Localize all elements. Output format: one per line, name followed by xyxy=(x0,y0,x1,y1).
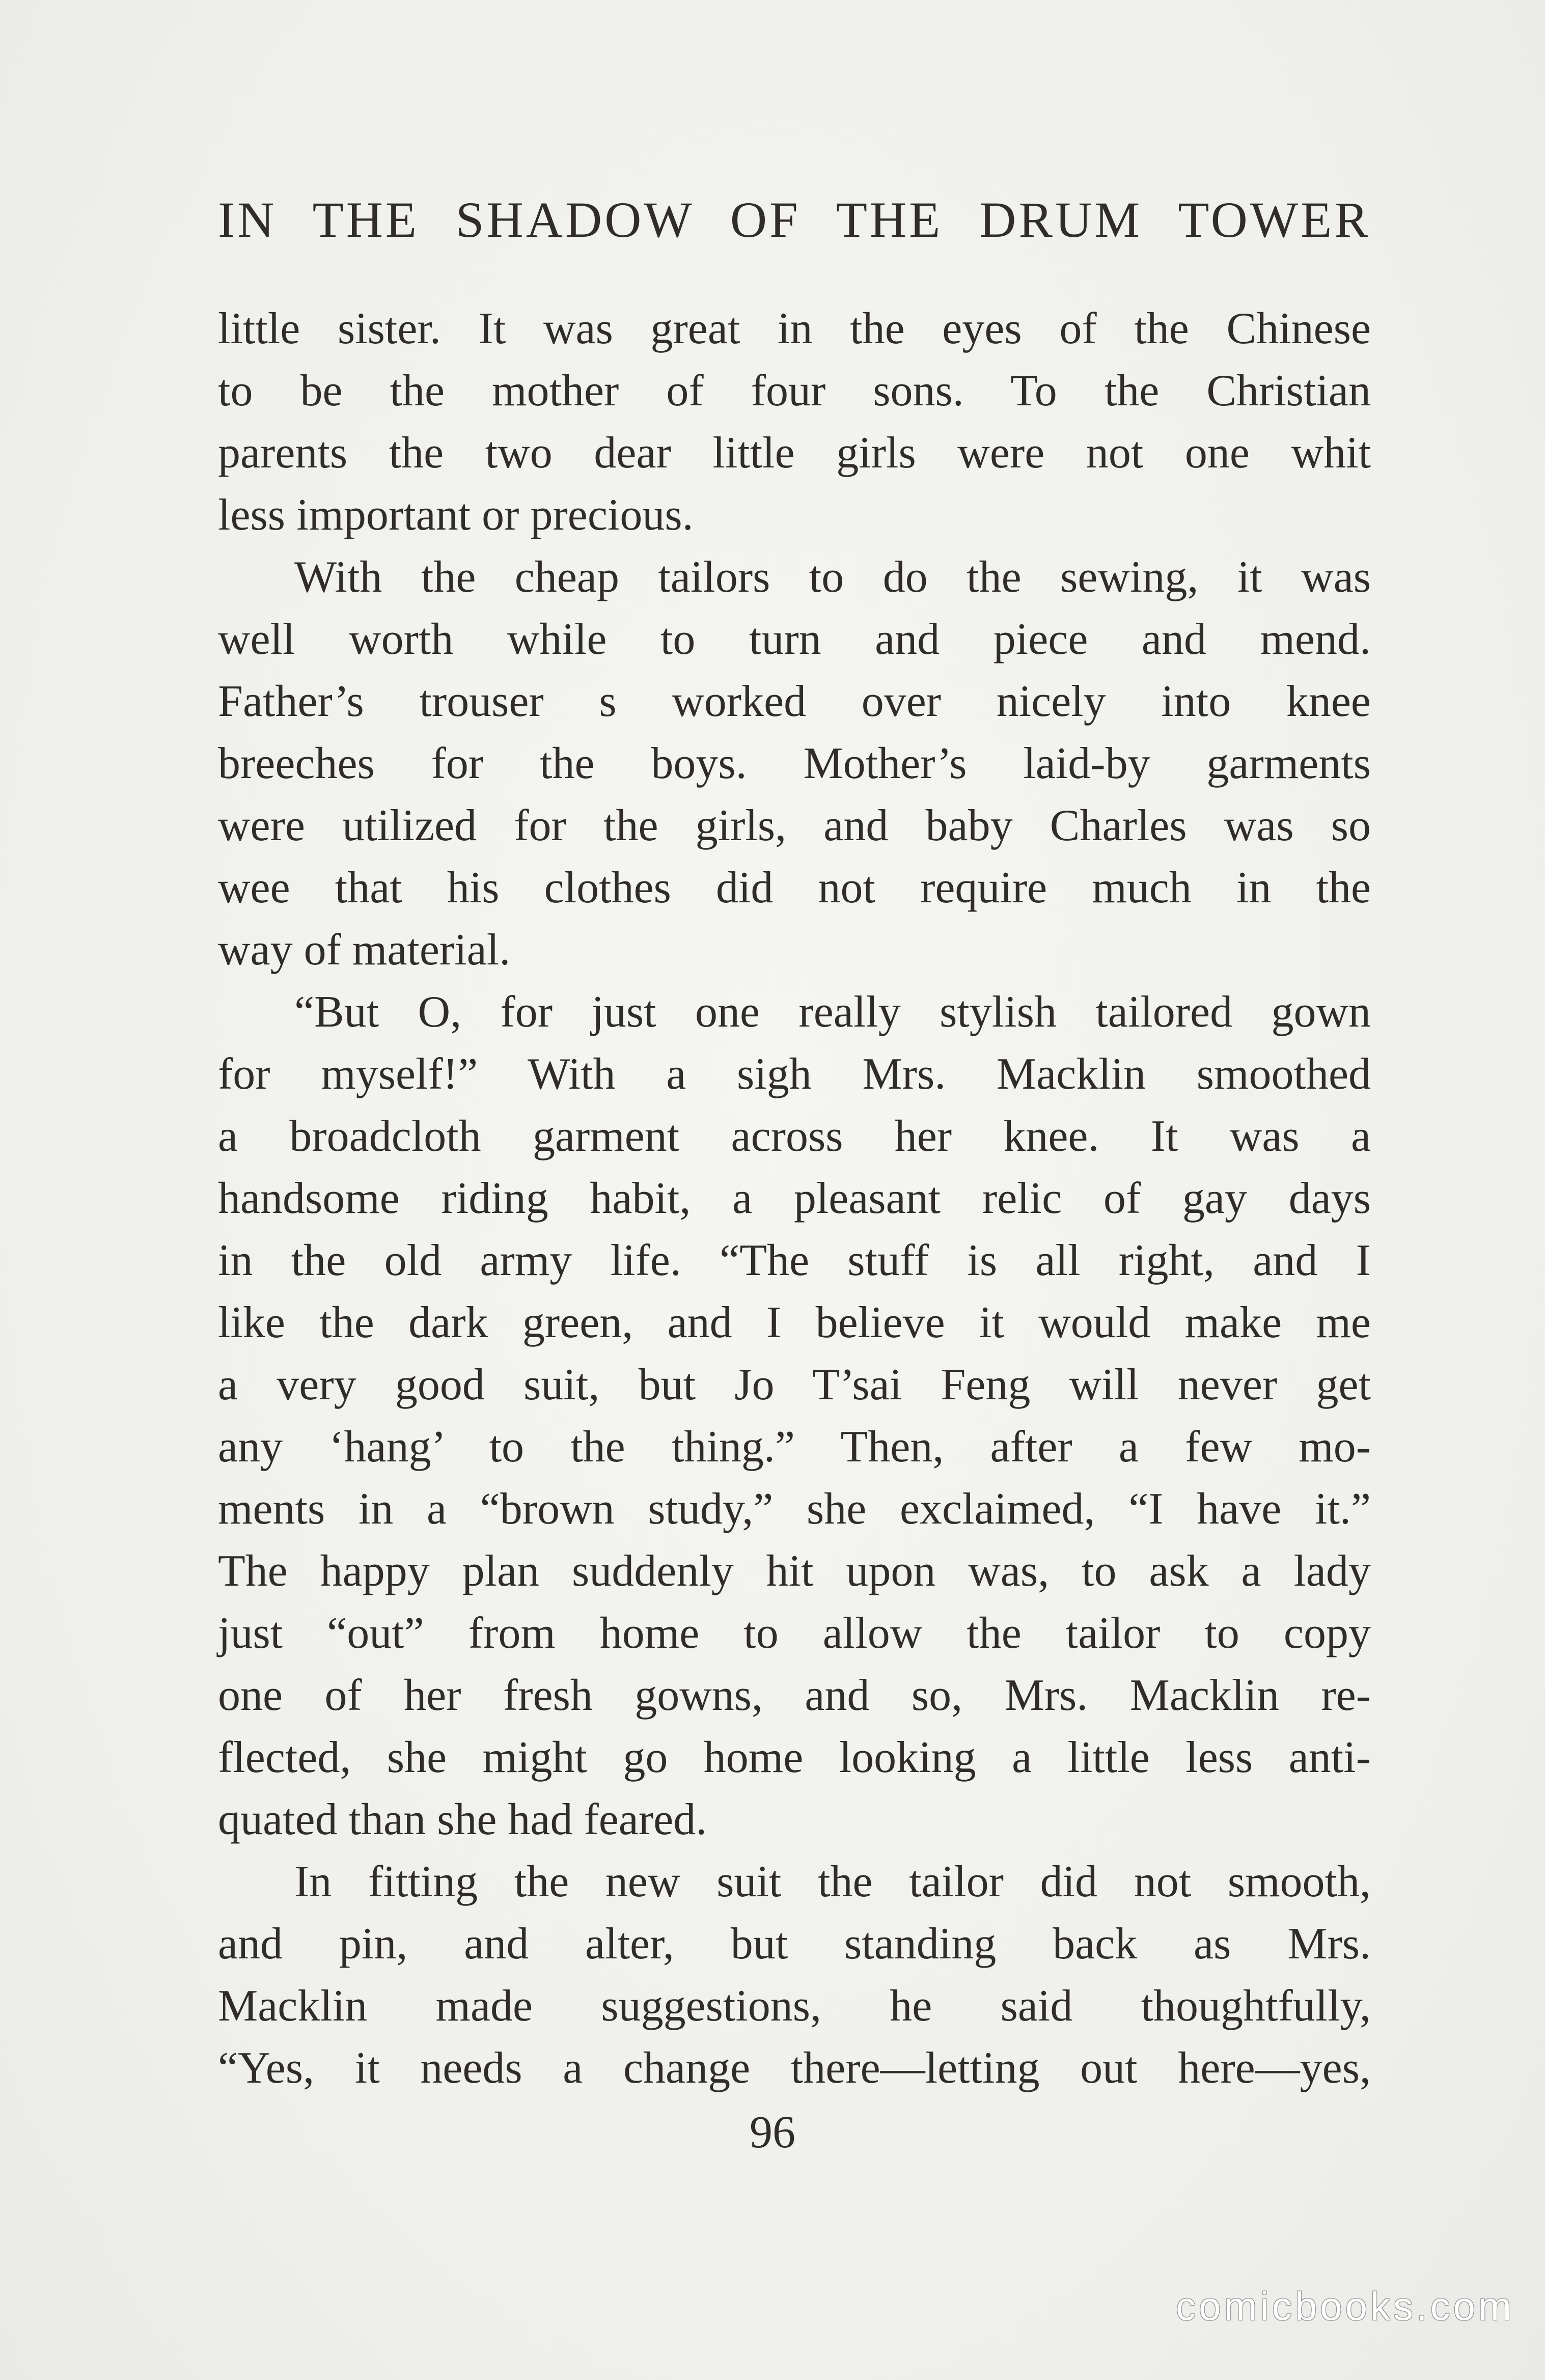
text-line: little sister. It was great in the eyes of the Chinese xyxy=(218,304,1371,353)
text-line: for myself!” With a sigh Mrs. Macklin smoothed xyxy=(218,1049,1371,1099)
text-line: ments in a “brown study,” she exclaimed, “I have it.” xyxy=(218,1484,1371,1534)
text-line: breeches for the boys. Mother’s laid-by garments xyxy=(218,739,1371,788)
text-line: Macklin made suggestions, he said thoughtfully, xyxy=(218,1981,1371,2031)
text-line: any ‘hang’ to the thing.” Then, after a few mo- xyxy=(218,1422,1371,1472)
text-line: With the cheap tailors to do the sewing, it was xyxy=(294,552,1371,602)
watermark: comicbooks.com xyxy=(1176,2284,1514,2329)
text-line: less important or precious. xyxy=(218,490,694,540)
page-number: 96 xyxy=(750,2107,795,2157)
text-line: and pin, and alter, but standing back as Mrs. xyxy=(218,1919,1371,1969)
text-line: wee that his clothes did not require much in the xyxy=(218,863,1371,912)
text-line: Father’s trouser s worked over nicely into knee xyxy=(218,677,1371,726)
text-line: to be the mother of four sons. To the Christian xyxy=(218,366,1371,416)
text-line: “Yes, it needs a change there—letting out here—yes, xyxy=(218,2043,1371,2093)
text-line: in the old army life. “The stuff is all right, and I xyxy=(218,1236,1371,1285)
text-line: handsome riding habit, a pleasant relic of gay days xyxy=(218,1174,1371,1223)
text-line: well worth while to turn and piece and mend. xyxy=(218,615,1371,664)
body-text xyxy=(218,298,1371,2099)
running-head: IN THE SHADOW OF THE DRUM TOWER xyxy=(218,191,1371,248)
text-line: The happy plan suddenly hit upon was, to ask a lady xyxy=(218,1546,1371,1596)
text-line: In fitting the new suit the tailor did not smooth, xyxy=(294,1857,1371,1906)
text-line: way of material. xyxy=(218,925,511,975)
text-line: a very good suit, but Jo T’sai Feng will never get xyxy=(218,1360,1371,1409)
text-line: parents the two dear little girls were not one whit xyxy=(218,428,1371,478)
text-line: like the dark green, and I believe it would make me xyxy=(218,1298,1371,1347)
text-line: just “out” from home to allow the tailor to copy xyxy=(218,1609,1371,1658)
text-line: “But O, for just one really stylish tailored gown xyxy=(294,987,1371,1037)
text-line: one of her fresh gowns, and so, Mrs. Macklin re- xyxy=(218,1671,1371,1720)
text-line: were utilized for the girls, and baby Charles was so xyxy=(218,801,1371,850)
text-line: flected, she might go home looking a little less anti- xyxy=(218,1733,1371,1782)
text-line: quated than she had feared. xyxy=(218,1795,707,1844)
text-line: a broadcloth garment across her knee. It was a xyxy=(218,1112,1371,1161)
